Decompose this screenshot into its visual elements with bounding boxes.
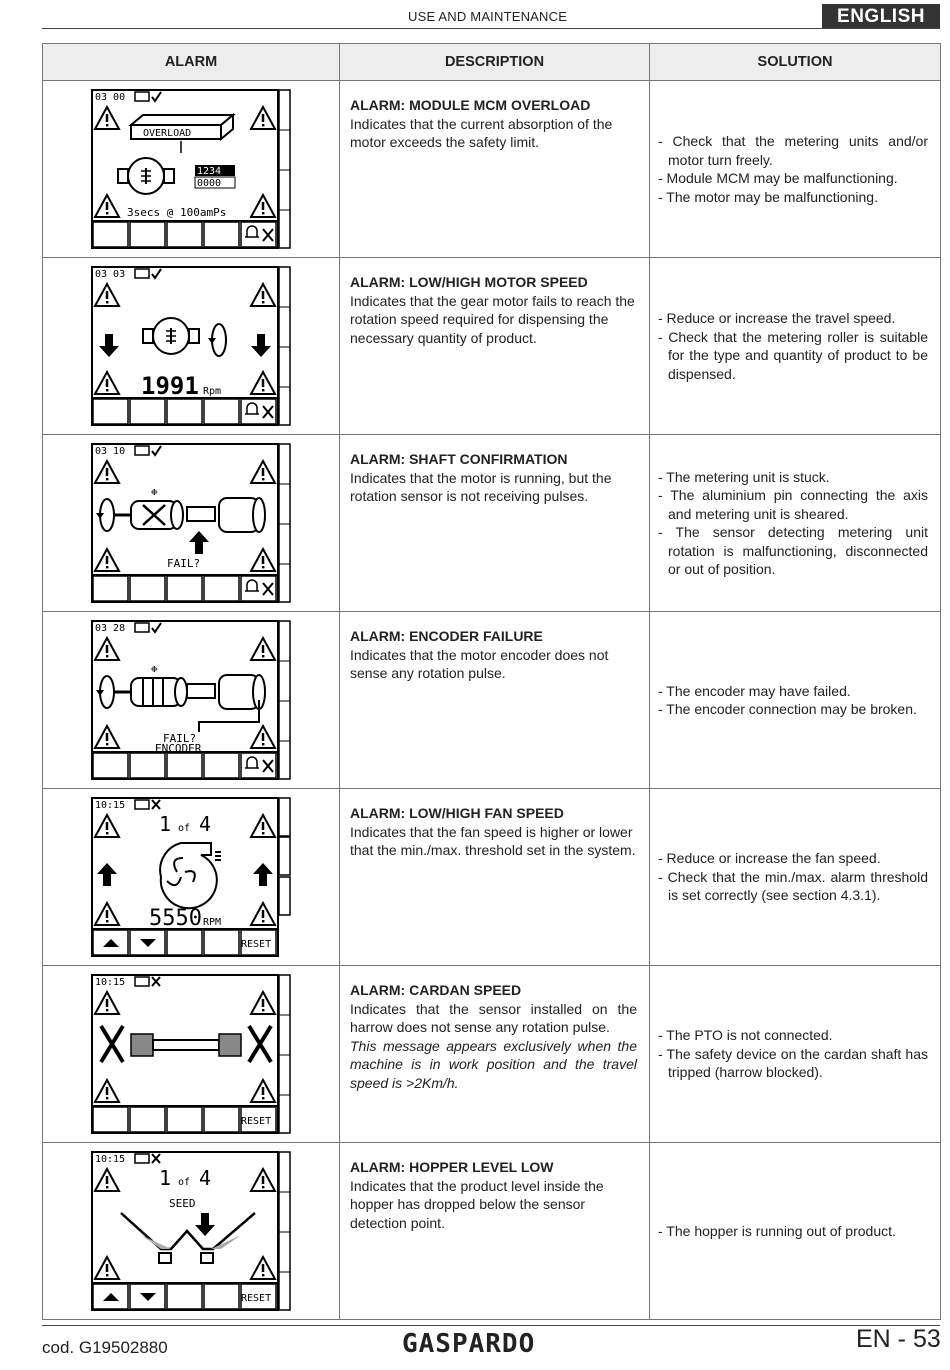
softkey-button	[167, 576, 202, 601]
solution-item: - The metering unit is stuck.	[658, 468, 830, 485]
table-row	[43, 81, 941, 258]
solution-cell	[650, 81, 941, 258]
column-header-description: DESCRIPTION	[340, 44, 650, 81]
description-block	[340, 435, 649, 506]
alarm-code: 10:15	[95, 977, 126, 988]
table-row	[43, 258, 941, 435]
solution-cell	[650, 789, 941, 966]
alarm-code: 03 00	[95, 92, 126, 103]
column-header-alarm: ALARM	[43, 44, 340, 81]
side-tab	[279, 798, 290, 836]
encoder-label: ENCODER	[155, 742, 202, 755]
counter-current: 1	[159, 812, 172, 836]
solution-list	[658, 1222, 928, 1241]
seed-icon: ❉	[151, 485, 158, 498]
description-block	[340, 81, 649, 152]
side-tab	[279, 877, 290, 915]
reset-key-label: RESET	[241, 1116, 272, 1127]
alarm-cell	[43, 258, 340, 435]
speed-value: 1991	[141, 372, 199, 400]
alarm-description: Indicates that the motor encoder does not sense any rotation pulse.	[350, 646, 609, 681]
softkey-button	[204, 1107, 239, 1132]
description-cell	[340, 612, 650, 789]
description-cell	[340, 966, 650, 1143]
description-block	[340, 966, 649, 1092]
counter-of: of	[178, 1177, 191, 1188]
digits-top: 1234	[197, 166, 222, 177]
alarm-cell	[43, 435, 340, 612]
counter-of: of	[178, 823, 191, 834]
alarm-cell	[43, 966, 340, 1143]
description-cell	[340, 435, 650, 612]
alarm-cell	[43, 1143, 340, 1320]
alarm-description: Indicates that the product level inside the hopper has dropped below the sensor detection point.	[350, 1177, 604, 1231]
softkey-button	[204, 930, 239, 955]
display-screen	[91, 1151, 291, 1311]
reset-key-label: RESET	[241, 939, 272, 950]
counter-current: 1	[159, 1166, 172, 1190]
display-screen	[91, 266, 291, 426]
section-title: USE AND MAINTENANCE	[408, 9, 568, 24]
table-row	[43, 966, 941, 1143]
counter-total: 4	[199, 1166, 212, 1190]
solution-item: - The hopper is running out of product.	[658, 1222, 896, 1239]
solution-item: - The encoder may have failed.	[658, 682, 851, 699]
fail-label: FAIL?	[163, 732, 197, 745]
description-block	[340, 258, 649, 347]
document-code: cod. G19502880	[42, 1338, 168, 1357]
bottom-readout: 3secs @ 100amPs	[127, 206, 227, 219]
solution-item: - Reduce or increase the fan speed.	[658, 850, 881, 867]
header-rule	[42, 28, 940, 29]
softkey-button	[130, 753, 165, 778]
table-header-row	[43, 44, 941, 81]
softkey-button	[167, 399, 202, 424]
speed-unit: Rpm	[203, 386, 222, 397]
counter-total: 4	[199, 812, 212, 836]
alarm-code: 10:15	[95, 800, 126, 811]
alarm-title: ALARM: ENCODER FAILURE	[350, 628, 543, 644]
alarm-note: This message appears exclusively when the machine is in work position and the travel speed is >2Km/h.	[350, 1037, 637, 1091]
solution-cell	[650, 1143, 941, 1320]
alarm-cell	[43, 612, 340, 789]
softkey-button	[204, 753, 239, 778]
softkey-button	[204, 1284, 239, 1309]
language-badge: ENGLISH	[822, 4, 940, 29]
alarm-code: 10:15	[95, 1154, 126, 1165]
module-box-top	[131, 115, 233, 125]
alarm-description: Indicates that the gear motor fails to reach the rotation speed required for dispensing the necessary quantity of product.	[350, 292, 635, 346]
table-row	[43, 1143, 941, 1320]
sensor-icon	[159, 1253, 171, 1263]
softkey-button	[93, 576, 128, 601]
side-menu-tabs	[279, 90, 290, 248]
softkey-button	[204, 576, 239, 601]
solution-list	[658, 682, 928, 719]
table-row	[43, 789, 941, 966]
softkey-button	[93, 753, 128, 778]
alarm-description: Indicates that the current absorption of the motor exceeds the safety limit.	[350, 115, 613, 150]
solution-cell	[650, 966, 941, 1143]
digits-bottom: 0000	[197, 178, 222, 189]
side-menu-tabs	[279, 267, 290, 425]
seed-icon: ❉	[151, 662, 158, 675]
solution-item: - The motor may be malfunctioning.	[658, 188, 878, 205]
alarm-cell	[43, 789, 340, 966]
alarm-description: Indicates that the motor is running, but the rotation sensor is not receiving pulses.	[350, 469, 612, 504]
description-block	[340, 1143, 649, 1232]
table-row	[43, 612, 941, 789]
side-menu-tabs	[279, 975, 290, 1133]
display-screen	[91, 974, 291, 1134]
softkey-button	[204, 399, 239, 424]
softkey-button	[204, 222, 239, 247]
fan-speed-unit: RPM	[203, 917, 222, 928]
solution-list	[658, 132, 928, 206]
display-screen	[91, 797, 291, 957]
metering-unit	[131, 678, 187, 706]
softkey-button	[167, 930, 202, 955]
alarm-title: ALARM: MODULE MCM OVERLOAD	[350, 97, 591, 113]
fan-icon	[160, 843, 217, 908]
display-screen	[91, 89, 291, 249]
fan-speed-value: 5550	[149, 906, 202, 931]
solution-item: - The safety device on the cardan shaft has tripped (harrow blocked).	[658, 1045, 928, 1081]
alarm-table	[42, 43, 941, 1320]
solution-cell	[650, 258, 941, 435]
solution-item: - Module MCM may be malfunctioning.	[658, 170, 898, 186]
solution-list	[658, 1026, 928, 1082]
description-cell	[340, 258, 650, 435]
softkey-button	[130, 1107, 165, 1132]
solution-item: - The aluminium pin connecting the axis and metering unit is sheared.	[658, 487, 928, 522]
alarm-code: 03 28	[95, 623, 126, 634]
brand-logo: GASPARDO	[402, 1329, 536, 1359]
footer-rule	[42, 1325, 940, 1326]
sensor-icon	[201, 1253, 213, 1263]
side-menu-tabs	[279, 1152, 290, 1310]
page-number: EN - 53	[856, 1325, 941, 1353]
alarm-description: Indicates that the fan speed is higher or lower that the min./max. threshold set in the system.	[350, 823, 636, 858]
side-menu-tabs	[279, 621, 290, 779]
softkey-button	[130, 399, 165, 424]
solution-item: - The sensor detecting metering unit rotation is malfunctioning, disconnected or out of position.	[658, 524, 928, 577]
solution-item: - Check that the metering units and/or motor turn freely.	[658, 133, 928, 168]
overload-label: OVERLOAD	[143, 128, 192, 139]
alarm-description: Indicates that the sensor installed on the harrow does not sense any rotation pulse.	[350, 1000, 637, 1035]
solution-item: - Check that the metering roller is suitable for the type and quantity of product to be dispensed.	[658, 328, 928, 382]
fail-label: FAIL?	[167, 557, 201, 570]
solution-list	[658, 309, 928, 383]
solution-item: - Check that the min./max. alarm threshold is set correctly (see section 4.3.1).	[658, 868, 928, 904]
softkey-button	[130, 576, 165, 601]
side-tab	[279, 837, 290, 875]
alarm-title: ALARM: SHAFT CONFIRMATION	[350, 451, 568, 467]
solution-item: - The encoder connection may be broken.	[658, 701, 917, 717]
coupling	[187, 684, 215, 698]
description-block	[340, 612, 649, 683]
seed-label: SEED	[169, 1197, 196, 1210]
softkey-button	[130, 222, 165, 247]
alarm-title: ALARM: LOW/HIGH FAN SPEED	[350, 805, 564, 821]
alarm-cell	[43, 81, 340, 258]
alarm-title: ALARM: HOPPER LEVEL LOW	[350, 1159, 554, 1175]
solution-cell	[650, 435, 941, 612]
coupling	[187, 507, 215, 521]
solution-item: - The PTO is not connected.	[658, 1027, 833, 1044]
display-screen	[91, 443, 291, 603]
description-cell	[340, 789, 650, 966]
softkey-button	[167, 753, 202, 778]
gear-motor	[219, 498, 265, 532]
display-screen	[91, 620, 291, 780]
softkey-button	[167, 1107, 202, 1132]
metering-unit	[131, 501, 183, 529]
alarm-code: 03 03	[95, 269, 126, 280]
softkey-button	[93, 222, 128, 247]
description-cell	[340, 1143, 650, 1320]
softkey-button	[167, 1284, 202, 1309]
description-cell	[340, 81, 650, 258]
table-row	[43, 435, 941, 612]
solution-list	[658, 468, 928, 579]
alarm-code: 03 10	[95, 446, 126, 457]
solution-item: - Reduce or increase the travel speed.	[658, 310, 896, 326]
reset-key-label: RESET	[241, 1293, 272, 1304]
solution-cell	[650, 612, 941, 789]
alarm-title: ALARM: LOW/HIGH MOTOR SPEED	[350, 274, 588, 290]
side-menu-tabs	[279, 444, 290, 602]
solution-list	[658, 849, 928, 905]
softkey-button	[167, 222, 202, 247]
softkey-button	[93, 399, 128, 424]
alarm-title: ALARM: CARDAN SPEED	[350, 982, 522, 998]
description-block	[340, 789, 649, 860]
column-header-solution: SOLUTION	[650, 44, 941, 81]
softkey-button	[93, 1107, 128, 1132]
